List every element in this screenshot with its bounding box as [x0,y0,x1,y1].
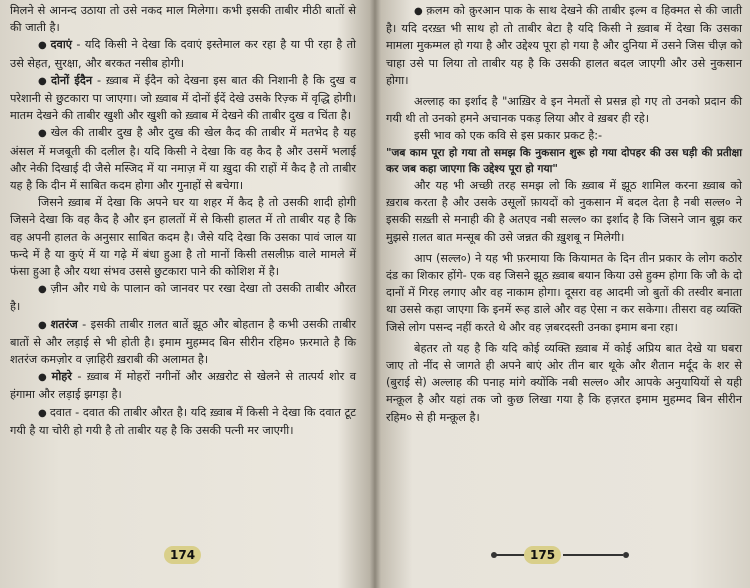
paragraph-text: दवात - दवात की ताबीर औरत है। यदि ख़्वाब में किसी ने देखा कि दवात टूट गयी है या चोरी हो गयी है तो ताबीर यह है कि उसकी पत्नी मर जाएगी। [10,405,356,437]
right-page-number: 175 [524,546,561,564]
paragraph [10,404,356,439]
left-page-text [10,2,356,439]
paragraph [10,194,356,280]
paragraph-text: - इसकी ताबीर ग़लत बातें झूठ और बोहतान है कभी उसकी ताबीर बातों से और लड़ाई से भी होती है। इमाम मुहम्मद बिन सीरीन रहिम० फ़रमाते है कि शतरंज कमज़ोर व ज़ाहिरी ख़राबी की अलामत है। [10,317,357,367]
paragraph [10,2,356,36]
paragraph-text: आप (सल्ल०) ने यह भी फ़रमाया कि कियामत के दिन तीन प्रकार के लोग कठोर दंड का शिकार होंगे- एक वह जिसने झूठ ख़्वाब बयान किया उसे हुक्म होगा कि जौ के दो दानों में गिरह लगाए और वह नाकाम होगा। दूसरा वह आदमी जो बुतों की तस्वीर बनाता था उससे कहा जाएगा कि इनमें रूह डाले और वह ऐसा न कर सकेगा। तीसरा वह व्यक्ति जिसे लोग पसन्द नहीं करते थे और वह ज़बरदस्ती उनका इमाम बना रहा। [386,251,742,334]
paragraph-text: मिलने से आनन्द उठाया तो उसे नकद माल मिलेगा। कभी इसकी ताबीर मीठी बातों से की जाती है। [10,4,356,35]
paragraph-text: अल्लाह का इर्शाद है "आख़िर वे इन नेमतों से प्रसन्न हो गए तो उनको प्रदान की गयी थी तो उनको हमने अचानक पकड़ लिया और वे ख़बर ही रहे। [386,95,742,126]
ornament-line [496,554,526,556]
right-page [378,0,750,588]
quote-paragraph [386,145,742,177]
paragraph-text: और यह भी अच्छी तरह समझ लो कि ख़्वाब में झूठ शामिल करना ख़्वाब को ख़राब करता है और उसके उसूलों फ़ायदों को नुकसान में बदल देता है नबी सल्ल० ने इसकी सख़्ती से मनाही की है अतएव नबी सल्ल० का इर्शाद है कि जिसने जान बूझ कर मुझसे ग़लत बात मन्सूब की उसे जन्नत की ख़ुशबू न मिलेगी। [386,179,742,244]
paragraph [10,316,356,369]
ornament-dot [491,552,497,558]
bullet-icon: ● [38,284,48,296]
entry-heading: दोनों ईदैन [51,73,93,87]
bullet-icon: ● [38,75,48,87]
paragraph-text: - ख़्वाब में मोहरों नगीनों और अख़रोट से खेलने से तात्पर्य शोर व हंगामा और लड़ाई झगड़ा है। [10,370,356,402]
paragraph [386,2,742,89]
paragraph [386,177,742,246]
paragraph-text: क़लम को क़ुरआन पाक के साथ देखने की ताबीर इल्म व हिक्मत से की जाती है। यदि दरख़्त भी साथ हो तो ताबीर बेटा है यदि किसी ने ख़्वाब में देखा कि उसका मामला मुकम्मल हो गया है और उद्देश्य पूरा हो गया है और दुनिया में उसने जिस चीज़ को चाहा उसे पा लिया तो ताबीर यह है कि उसकी हालत बदल जाएगी और उसे नुकसान होगा। [386,4,742,87]
ornament-line [563,554,623,556]
paragraph [10,72,356,125]
bullet-icon: ● [38,40,48,52]
paragraph-text: खेल की ताबीर दुख है और दुख की खेल कैद की ताबीर में मतभेद है यह अंसल में मजबूती की दलील है। यदि किसी ने देखा कि वह कैद है और उसमें भलाई और नेकी दिखाई दी जैसे मस्जिद में या नमाज़ में या ख़ुदा की राहों में कैद है तो ताबीर यह है कि दीन में साबित कदम होगा और गुनाहों से बचेगा। [10,126,356,193]
bullet-icon: ● [38,128,48,140]
left-page-number: 174 [164,546,201,564]
bullet-icon: ● [38,407,47,419]
right-page-text [386,2,742,426]
paragraph-text: "जब काम पूरा हो गया तो समझ कि नुकसान शुरू हो गया दोपहर की उस घड़ी की प्रतीक्षा कर जब कहा जाएगा कि उद्देश्य पूरा हो गया" [386,146,742,175]
paragraph-text: बेहतर तो यह है कि यदि कोई व्यक्ति ख़्वाब में कोई अप्रिय बात देखे या घबरा जाए तो नींद से जागते ही अपने बाएं ओर तीन बार थूके और शैतान मर्दूद के शर से (बुराई से) अल्लाह की पनाह मांगे क्योंकि नबी सल्ल० और आपके अनुयायियों से यही मन्क़ूल है और यहां तक जो कुछ लिखा गया है कि हज़रत इमाम मुहम्मद बिन सीरीन रहिम० से ही मन्क़ूल है। [386,341,742,424]
paragraph-text: जिसने ख़्वाब में देखा कि अपने घर या शहर में कैद है तो उसकी शादी होगी जिसने देखा कि वह कैद है और इन हालतों में से किसी हालत में तो ताबीर यह है कि वह अपनी हालत के अनुसार साबित कदम है। जैसे यदि देखा कि उसका पावं जाल या फन्दे में है या कुएं में या गढ़े में बंधा हुआ है तो मानों किसी तसलीफ़ वाले मामले में फंसा हुआ है और यथा संभव उससे छुटकारा पाने की कोशिश में है। [10,196,356,279]
paragraph-text: - ख़्वाब में ईदैन को देखना इस बात की निशानी है कि दुख व परेशानी से छुटकारा पा जाएगा। जो ख़्वाब में दोनों ईदें देखे उसके रिज़्क में वृद्धि होगी। मातम देखने की ताबीर खुशी और खुशी को ख़्वाब में देखने की ताबीर दुख व चिंता है। [10,73,356,123]
bullet-icon: ● [38,319,48,331]
paragraph [386,93,742,127]
paragraph [10,280,356,315]
paragraph [386,250,742,336]
entry-heading: मोहरे [51,370,72,384]
left-page [0,0,366,588]
paragraph [10,36,356,71]
entry-heading: दवाएं [50,38,72,52]
entry-heading: शतरंज [50,317,78,331]
paragraph-text: - यदि किसी ने देखा कि दवाएं इस्तेमाल कर रहा है या पी रहा है तो उसे सेहत, सुरक्षा, और बरकत नसीब होगी। [10,38,356,70]
paragraph [10,368,356,403]
bullet-icon: ● [38,372,49,384]
paragraph [10,124,356,194]
paragraph-text: इसी भाव को एक कवि से इस प्रकार प्रकट है:- [414,129,603,143]
paragraph-text: ज़ीन और गधे के पालान को जानवर पर रखा देखा तो उसकी ताबीर औरत है। [10,282,356,314]
paragraph [386,127,742,144]
ornament-dot [623,552,629,558]
bullet-icon: ● [414,6,424,17]
paragraph [386,340,742,426]
